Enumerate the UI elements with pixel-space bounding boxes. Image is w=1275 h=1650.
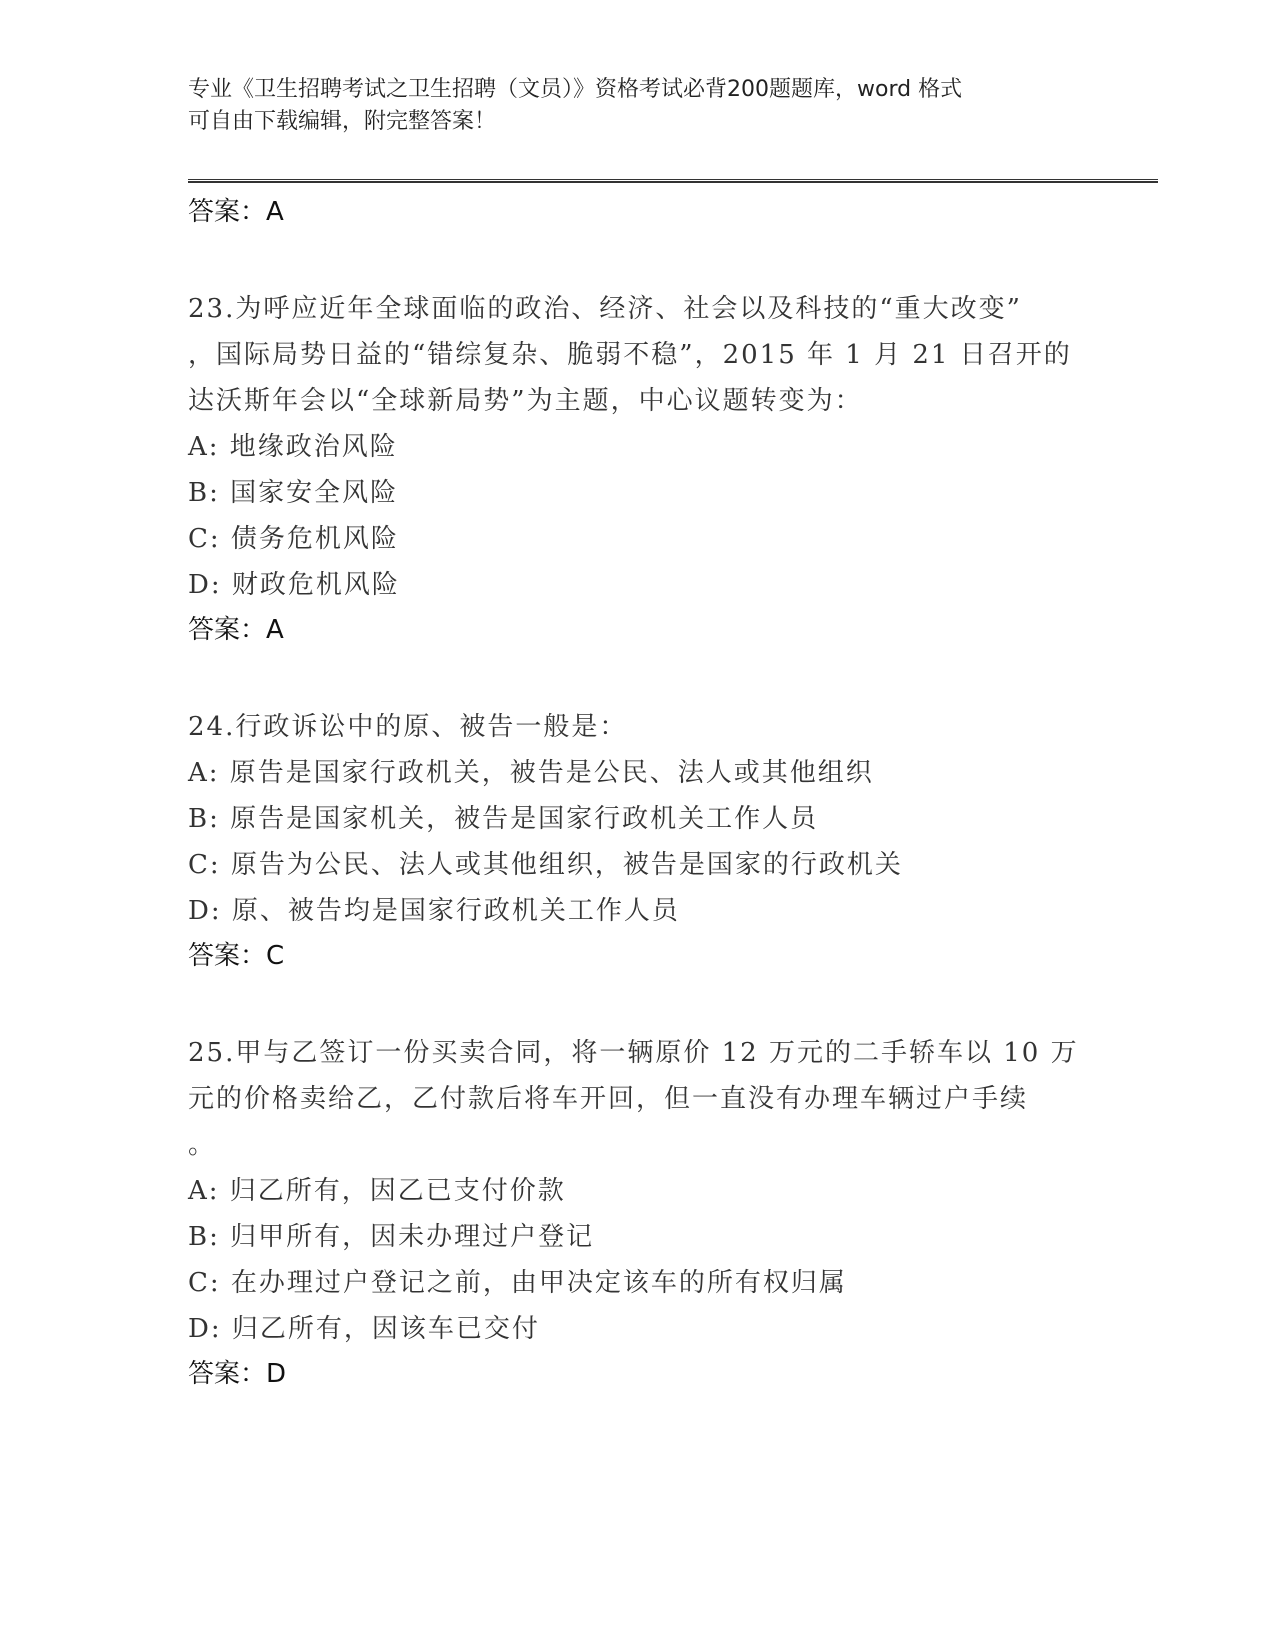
question-text <box>188 704 1088 750</box>
question-text <box>188 286 1088 424</box>
option-c: C: 债务危机风险 <box>188 524 399 554</box>
option-a: A: 归乙所有，因乙已支付价款 <box>188 1176 566 1206</box>
question-text-line: ，国际局势日益的“错综复杂、脆弱不稳”，2015 年 1 月 21 日召开的 <box>188 340 1072 370</box>
question-text <box>188 1030 1088 1168</box>
header-divider <box>188 179 1158 183</box>
header-line-1: 专业《卫生招聘考试之卫生招聘（文员）》资格考试必背200题题库，word 格式 <box>188 77 963 102</box>
document-header <box>188 74 1088 138</box>
question-text-line: 23.为呼应近年全球面临的政治、经济、社会以及科技的“重大改变” <box>188 294 1022 324</box>
question-text-line: 元的价格卖给乙，乙付款后将车开回，但一直没有办理车辆过户手续 <box>188 1084 1029 1114</box>
option-c: C: 原告为公民、法人或其他组织，被告是国家的行政机关 <box>188 850 903 880</box>
answer: 答案：C <box>188 941 285 971</box>
option-d: D: 财政危机风险 <box>188 570 400 600</box>
question-24 <box>188 704 1148 978</box>
option-a: A: 地缘政治风险 <box>188 432 398 462</box>
question-list <box>188 190 1148 1396</box>
question-25 <box>188 1030 1148 1396</box>
option-b: B: 原告是国家机关，被告是国家行政机关工作人员 <box>188 804 819 834</box>
question-text-line: 。 <box>188 1130 217 1160</box>
question-text-line: 24.行政诉讼中的原、被告一般是： <box>188 712 628 742</box>
option-a: A: 原告是国家行政机关，被告是公民、法人或其他组织 <box>188 758 874 788</box>
answer: 答案：D <box>188 1359 287 1389</box>
option-d: D: 归乙所有，因该车已交付 <box>188 1314 540 1344</box>
option-c: C: 在办理过户登记之前，由甲决定该车的所有权归属 <box>188 1268 847 1298</box>
question-text-line: 达沃斯年会以“全球新局势”为主题，中心议题转变为： <box>188 386 863 416</box>
previous-answer: 答案：A <box>188 197 284 227</box>
question-23 <box>188 286 1148 652</box>
header-line-2: 可自由下载编辑，附完整答案！ <box>188 109 497 134</box>
answer: 答案：A <box>188 615 284 645</box>
option-d: D: 原、被告均是国家行政机关工作人员 <box>188 896 680 926</box>
option-b: B: 国家安全风险 <box>188 478 399 508</box>
option-b: B: 归甲所有，因未办理过户登记 <box>188 1222 595 1252</box>
question-text-line: 25.甲与乙签订一份买卖合同，将一辆原价 12 万元的二手轿车以 10 万 <box>188 1038 1079 1068</box>
